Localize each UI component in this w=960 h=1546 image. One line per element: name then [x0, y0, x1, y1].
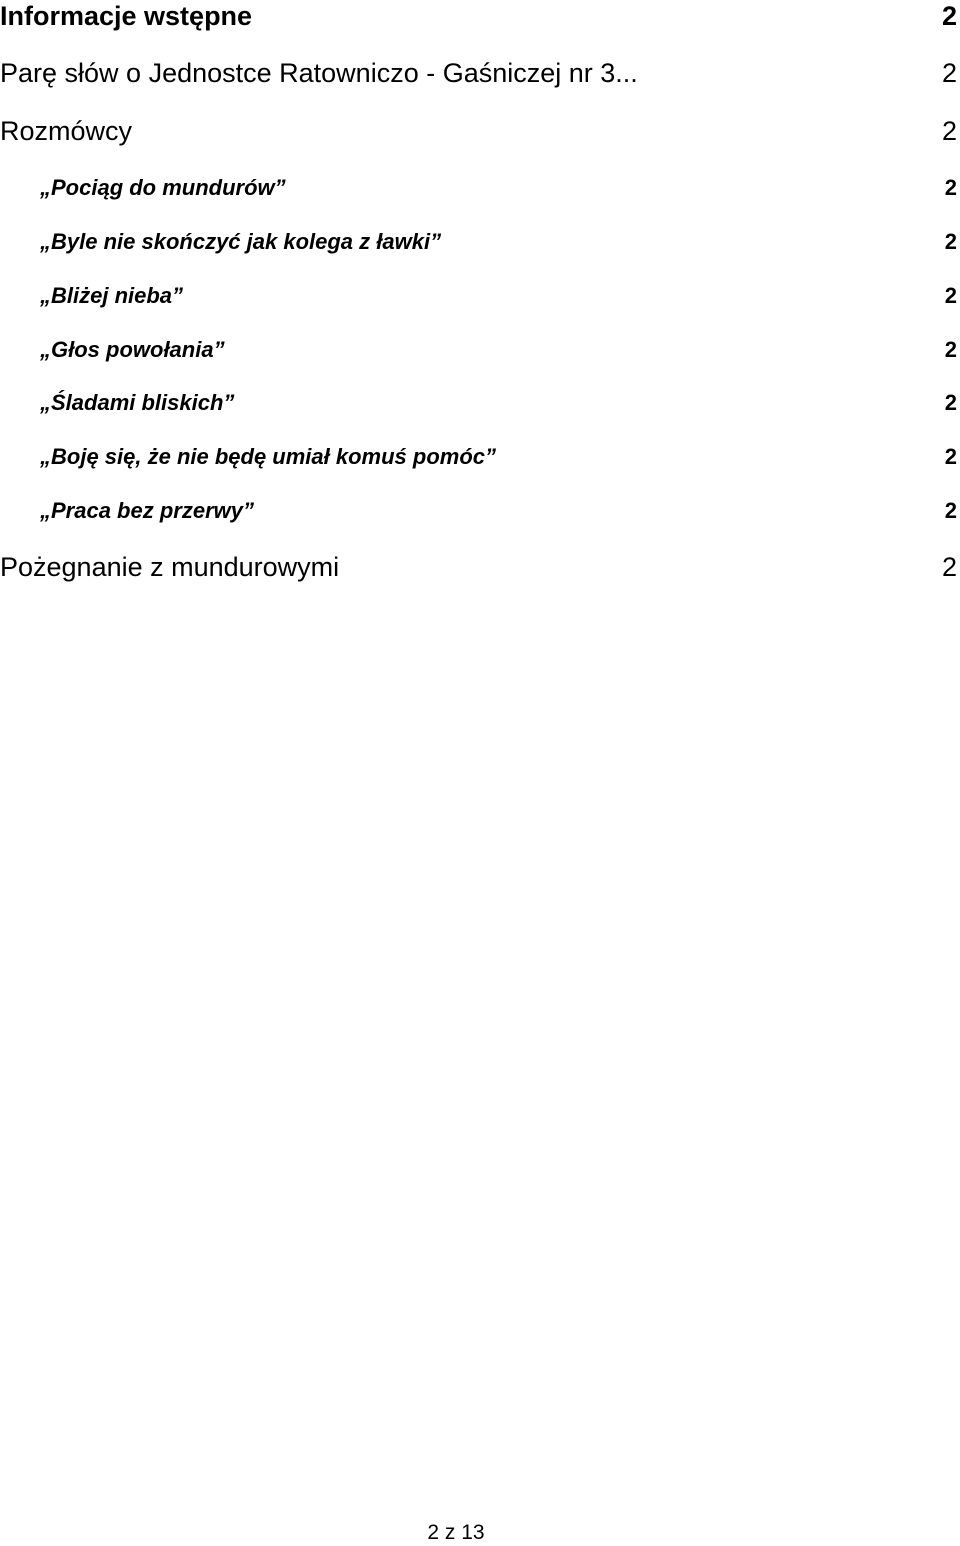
toc-entry-title: „Bliżej nieba” — [40, 283, 184, 308]
toc-entry-boje-sie[interactable] — [0, 443, 960, 477]
toc-entry-title: „Śladami bliskich” — [40, 390, 235, 415]
toc-entry-title: Pożegnanie z mundurowymi — [0, 552, 340, 582]
toc-entry-page-number: 2 — [941, 552, 957, 582]
toc-entry-pozegnanie[interactable] — [0, 551, 960, 585]
toc-entry-page-number: 2 — [944, 283, 957, 308]
toc-entry-title: „Głos powołania” — [40, 337, 225, 362]
toc-entry-pare-slow[interactable] — [0, 57, 960, 91]
toc-entry-rozmowcy[interactable] — [0, 115, 960, 149]
toc-entry-glos-powolania[interactable] — [0, 336, 960, 370]
toc-entry-page-number: 2 — [944, 175, 957, 200]
toc-entry-page-number: 2 — [944, 444, 957, 469]
toc-entry-title: „Praca bez przerwy” — [40, 498, 254, 523]
page-indicator: 2 z 13 — [427, 1521, 485, 1544]
toc-entry-sladami-bliskich[interactable] — [0, 389, 960, 423]
toc-entry-byle-nie-skonczyc[interactable] — [0, 228, 960, 262]
toc-entry-page-number: 2 — [941, 1, 957, 31]
toc-entry-title: Informacje wstępne — [0, 1, 253, 31]
toc-entry-title: Parę słów o Jednostce Ratowniczo - Gaśniczej nr 3... — [0, 58, 638, 88]
toc-entry-page-number: 2 — [941, 116, 957, 146]
toc-entry-title: Rozmówcy — [0, 116, 133, 146]
toc-entry-pociag-do-mundurow[interactable] — [0, 174, 960, 208]
toc-entry-page-number: 2 — [944, 337, 957, 362]
toc-entry-page-number: 2 — [944, 229, 957, 254]
page-footer — [0, 1520, 912, 1546]
toc-entry-blizej-nieba[interactable] — [0, 282, 960, 316]
toc-entry-page-number: 2 — [944, 390, 957, 415]
toc-entry-title: „Pociąg do mundurów” — [40, 175, 286, 200]
toc-entry-informacje-wstepne[interactable] — [0, 0, 960, 34]
toc-entry-praca-bez-przerwy[interactable] — [0, 497, 960, 531]
toc-entry-page-number: 2 — [944, 498, 957, 523]
toc-entry-title: „Boję się, że nie będę umiał komuś pomóc” — [40, 444, 497, 469]
toc-entry-page-number: 2 — [941, 58, 957, 88]
toc-entry-title: „Byle nie skończyć jak kolega z ławki” — [40, 229, 442, 254]
